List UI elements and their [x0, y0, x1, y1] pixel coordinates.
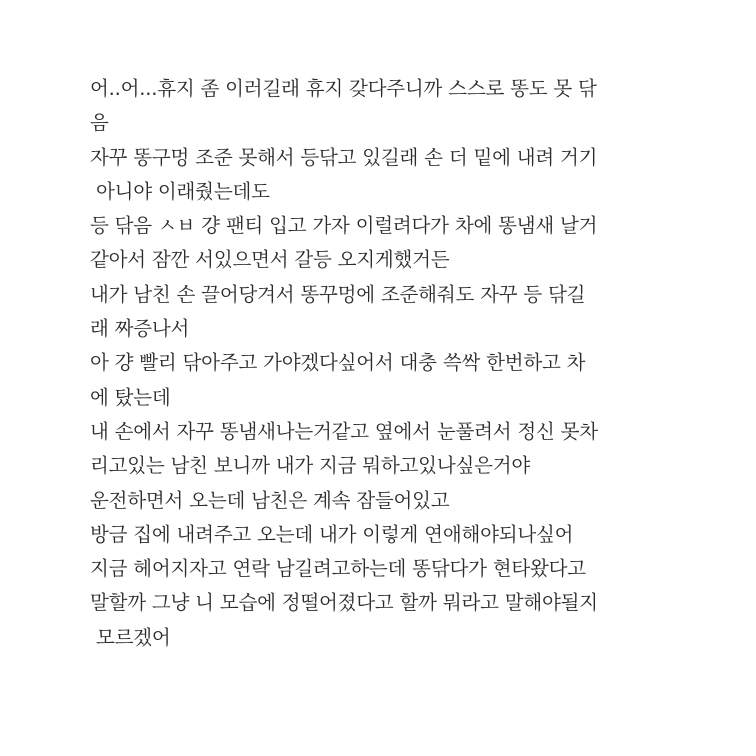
text-line: 말할까 그냥 니 모습에 정떨어졌다고 할까 뭐라고 말해야될지: [90, 591, 598, 615]
text-line: 자꾸 똥구멍 조준 못해서 등닦고 있길래 손 더 밑에 내려 거기: [90, 145, 598, 169]
text-line: 아 걍 빨리 닦아주고 가야겠다싶어서 대충 쓱싹 한번하고 차: [90, 351, 586, 375]
text-line: 등 닦음 ㅅㅂ 걍 팬티 입고 가자 이럴려다가 차에 똥냄새 날거: [90, 214, 598, 238]
text-line: 에 탔는데: [90, 385, 171, 409]
text-line: 음: [90, 111, 109, 135]
text-line: 아니야 이래줬는데도: [96, 179, 270, 203]
text-line: 운전하면서 오는데 남친은 계속 잠들어있고: [90, 488, 450, 512]
text-line: 어..어...휴지 좀 이러길래 휴지 갖다주니까 스스로 똥도 못 닦: [90, 77, 597, 100]
text-line: 내 손에서 자꾸 똥냄새나는거같고 옆에서 눈풀려서 정신 못차: [90, 419, 598, 443]
text-line: 지금 헤어지자고 연락 남길려고하는데 똥닦다가 현타왔다고: [90, 557, 586, 581]
text-line: 래 짜증나서: [90, 317, 190, 341]
text-line: 같아서 잠깐 서있으면서 갈등 오지게했거든: [90, 248, 450, 272]
text-line: 내가 남친 손 끌어당겨서 똥꾸멍에 조준해줘도 자꾸 등 닦길: [90, 282, 586, 306]
text-line: 방금 집에 내려주고 오는데 내가 이렇게 연애해야되나싶어: [90, 522, 574, 546]
text-line: 리고있는 남친 보니까 내가 지금 뭐하고있나싶은거야: [90, 454, 531, 478]
post-body-text: [90, 72, 730, 655]
text-line: 모르겠어: [96, 625, 171, 649]
